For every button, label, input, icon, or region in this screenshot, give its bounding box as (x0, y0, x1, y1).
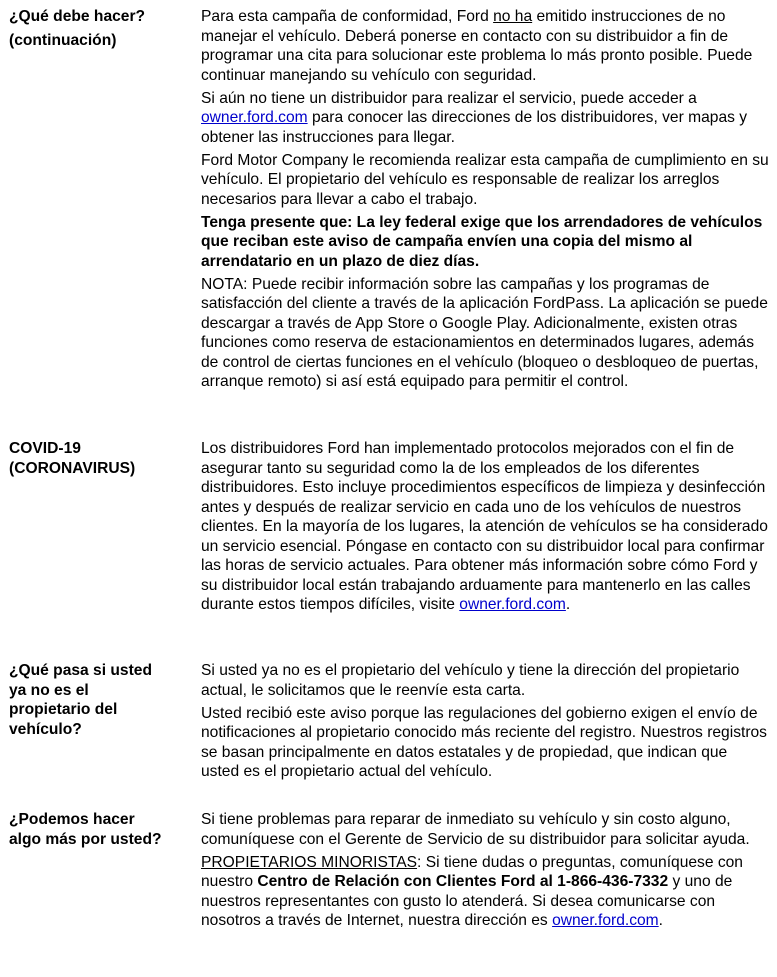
text: . (565, 596, 571, 613)
section-body (201, 439, 769, 618)
paragraph: Si usted ya no es el propietario del vehículo y tiene la dirección del propietario actual, le solicitamos que le reenvíe esta carta. (201, 662, 740, 699)
heading-line: ¿Qué debe hacer? (9, 8, 146, 25)
paragraph (201, 89, 769, 148)
heading-line: (CORONAVIRUS) (9, 459, 136, 477)
section-body (201, 7, 769, 395)
owner-ford-link[interactable]: owner.ford.com (201, 109, 308, 126)
heading-line: ya no es el (9, 681, 89, 699)
heading-line: COVID-19 (9, 440, 81, 457)
section-body (201, 810, 769, 934)
text: y uno de nuestros representantes con gusto lo atenderá. Si desea comunicarse con nosotros a través de Internet, nuestra dirección es (201, 873, 733, 929)
paragraph: Si tiene problemas para reparar de inmediato su vehículo y sin costo alguno, comuníquese con el Gerente de Servicio de su distribuidor para solicitar ayuda. (201, 811, 750, 848)
paragraph (201, 439, 769, 615)
owner-ford-link[interactable]: owner.ford.com (552, 912, 659, 929)
text: . (658, 912, 664, 929)
notice-paragraph: Tenga presente que: La ley federal exige que los arrendadores de vehículos que reciban este aviso de campaña envíen una copia del mismo al arrendatario en un plazo de diez días. (201, 213, 763, 270)
phone-contact: Centro de Relación con Clientes Ford al 1-866-436-7332 (257, 873, 669, 890)
text: Los distribuidores Ford han implementado protocolos mejorados con el fin de asegurar tanto su seguridad como la de los empleados de los diferentes distribuidores. Esto incluye procedimientos específicos de limpieza y desinfección antes y después de realizar servicio en cada uno de los vehículos de nuestros clientes. En la mayoría de los lugares, la atención de vehículos se ha considerado un servicio esencial. Póngase en contacto con su distribuidor local para confirmar las horas de servicio actuales. Para obtener más información sobre cómo Ford y su distribuidor local están trabajando arduamente para mantenerlo en las calles durante estos tiempos difíciles, visite (201, 440, 768, 613)
text: para conocer las direcciones de los distribuidores, ver mapas y obtener las instrucciones para llegar. (201, 109, 748, 146)
section-heading (9, 810, 189, 849)
section-heading (9, 439, 189, 478)
text: : Si tiene dudas o preguntas, comuníquese con nuestro (201, 853, 743, 890)
heading-line: (continuación) (9, 31, 117, 49)
underlined-text: no ha (493, 8, 533, 25)
text: emitido instrucciones de no manejar el vehículo. Deberá ponerse en contacto con su distribuidor a fin de programar una cita para solucionar este problema lo más pronto posible. Puede continuar manejando su vehículo con seguridad. (201, 8, 753, 84)
heading-line: propietario del (9, 701, 118, 718)
section-heading (9, 661, 189, 739)
heading-line: vehículo? (9, 720, 82, 738)
section-body (201, 661, 769, 785)
paragraph: Usted recibió este aviso porque las regulaciones del gobierno exigen el envío de notificaciones al propietario conocido más reciente del registro. Nuestros registros se basan principalmente en datos estatales y de propiedad, que indican que usted es el propietario actual del vehículo. (201, 704, 767, 780)
underlined-text: PROPIETARIOS MINORISTAS (201, 853, 418, 871)
text: Para esta campaña de conformidad, Ford (201, 8, 494, 25)
paragraph (201, 853, 769, 931)
owner-ford-link[interactable]: owner.ford.com (459, 596, 566, 613)
section-heading (9, 7, 189, 50)
heading-line: ¿Podemos hacer (9, 811, 135, 828)
paragraph: NOTA: Puede recibir información sobre las campañas y los programas de satisfacción del cliente a través de la aplicación FordPass. La aplicación se puede descargar a través de App Store o Google Play. Adicionalmente, existen otras funciones como reserva de estacionamientos en determinados lugares, además de control de ciertas funciones en el vehículo (bloqueo o desbloqueo de puertas, arranque remoto) si así está equipado para permitir el control. (201, 275, 768, 390)
paragraph (201, 7, 769, 85)
text: Si aún no tiene un distribuidor para realizar el servicio, puede acceder a (201, 89, 697, 107)
paragraph: Ford Motor Company le recomienda realizar esta campaña de cumplimiento en su vehículo. El propietario del vehículo es responsable de realizar los arreglos necesarios para llevar a cabo el trabajo. (201, 151, 769, 208)
heading-line: ¿Qué pasa si usted (9, 662, 152, 679)
heading-line: algo más por usted? (9, 830, 162, 848)
